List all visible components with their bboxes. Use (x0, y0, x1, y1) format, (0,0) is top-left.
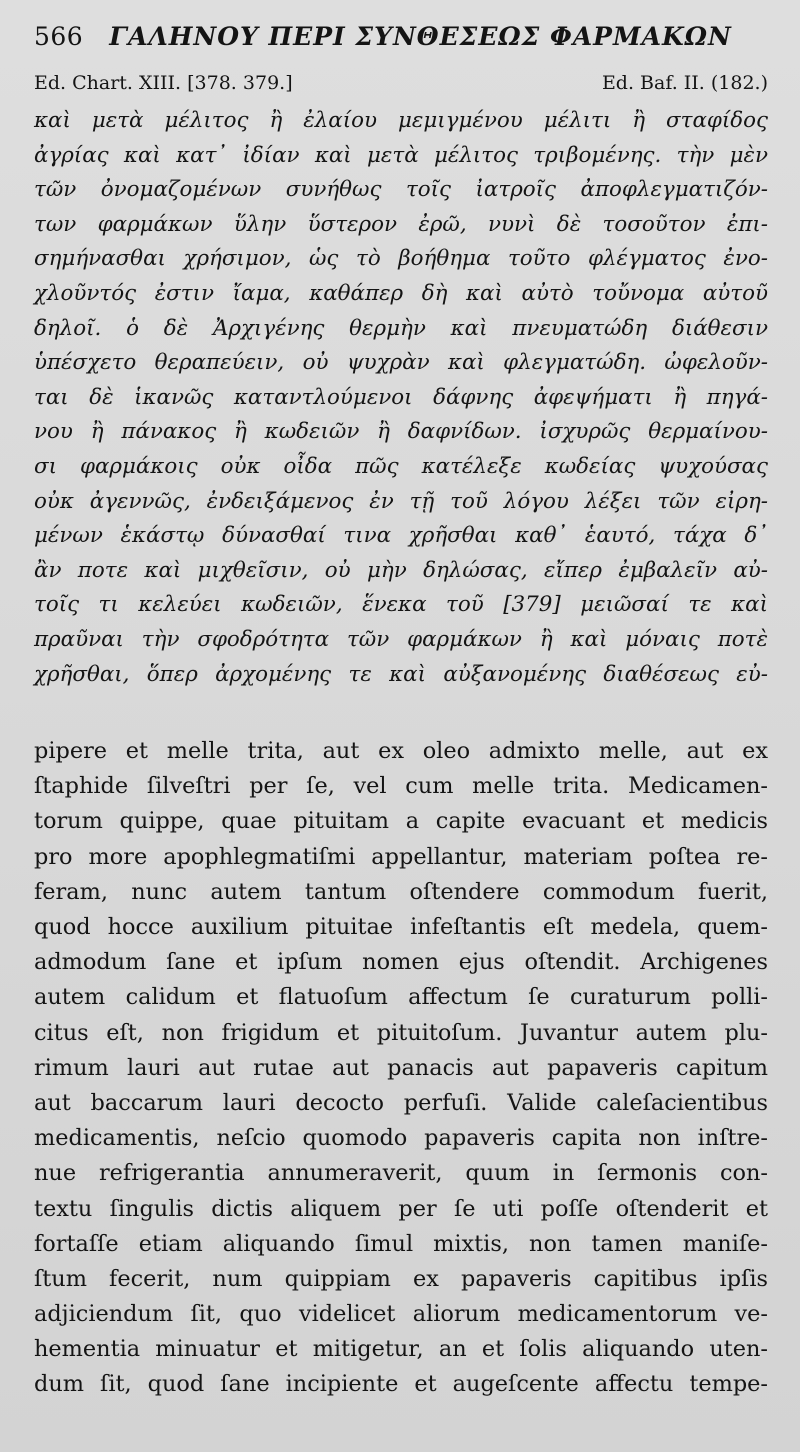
latin-line: dum ſit, quod ſane incipiente et augeſcente affectu tempe- (34, 1371, 768, 1398)
greek-line: των φαρμάκων ὕλην ὕστερον ἐρῶ, νυνὶ δὲ τοσοῦτον ἐπι- (34, 211, 768, 237)
running-head (34, 22, 768, 72)
latin-line: aut baccarum lauri decocto perfuſi. Valide caleſacientibus (34, 1089, 768, 1116)
greek-line: καὶ μετὰ μέλιτος ἢ ἐλαίου μεμιγμένου μέλιτι ἢ σταφίδος (34, 108, 768, 133)
greek-line: ὑπέσχετο θεραπεύειν, οὐ ψυχρὰν καὶ φλεγματώδη. ὠφελοῦν- (34, 350, 768, 376)
greek-line: πραῦναι τὴν σφοδρότητα τῶν φαρμάκων ἢ καὶ μόναις ποτὲ (34, 626, 768, 652)
greek-line: τοῖς τι κελεύει κωδειῶν, ἕνεκα τοῦ [379] μειῶσαί τε καὶ (34, 592, 768, 618)
latin-line: hementia minuatur et mitigetur, an et ſolis aliquando uten- (34, 1336, 768, 1363)
latin-line: quod hocce auxilium pituitae infeſtantis eſt medela, quem- (34, 914, 768, 941)
latin-line: autem calidum et flatuoſum affectum ſe curaturum polli- (34, 984, 768, 1011)
greek-text-block (34, 104, 768, 692)
edition-reference-right: Ed. Baf. II. (182.) (601, 72, 768, 94)
edition-reference-left: Ed. Chart. XIII. [378. 379.] (34, 72, 293, 94)
greek-line: δηλοῖ. ὁ δὲ Ἀρχιγένης θερμὴν καὶ πνευματώδη διάθεσιν (34, 315, 768, 341)
latin-line: citus eſt, non frigidum et pituitoſum. Juvantur autem plu- (34, 1019, 768, 1046)
latin-line: ſtum fecerit, num quippiam ex papaveris capitibus ipſis (34, 1265, 768, 1292)
greek-line: χρῆσθαι, ὅπερ ἀρχομένης τε καὶ αὐξανομένης διαθέσεως εὐ- (34, 661, 768, 687)
greek-line: ἀγρίας καὶ κατ᾽ ἰδίαν καὶ μετὰ μέλιτος τριβομένης. τὴν μὲν (34, 142, 768, 168)
latin-line: nue refrigerantia annumeraverit, quum in ſermonis con- (34, 1160, 768, 1187)
latin-line: torum quippe, quae pituitam a capite evacuant et medicis (34, 808, 768, 835)
latin-line: medicamentis, neſcio quomodo papaveris capita non inſtre- (34, 1125, 768, 1152)
latin-line: rimum lauri aut rutae aut panacis aut papaveris capitum (34, 1054, 768, 1081)
greek-line: ἂν ποτε καὶ μιχθεῖσιν, οὐ μὴν δηλώσας, εἴπερ ἐμβαλεῖν αὐ- (34, 557, 768, 583)
latin-line: admodum ſane et ipſum nomen ejus oſtendit. Archigenes (34, 949, 768, 976)
latin-line: fortaſſe etiam aliquando ſimul mixtis, non tamen maniſe- (34, 1230, 768, 1257)
greek-line: τῶν ὀνομαζομένων συνήθως τοῖς ἰατροῖς ἀποφλεγματιζόν- (34, 177, 768, 203)
edition-reference-line (34, 72, 768, 102)
greek-line: σι φαρμάκοις οὐκ οἶδα πῶς κατέλεξε κωδείας ψυχούσας (34, 453, 768, 479)
latin-line: textu ſingulis dictis aliquem per ſe uti poſſe oſtenderit et (34, 1195, 768, 1222)
greek-line: μένων ἑκάστῳ δύνασθαί τινα χρῆσθαι καθ᾽ ἑαυτό, τάχα δ᾽ (34, 523, 768, 549)
latin-text-block (34, 734, 768, 1403)
greek-line: χλοῦντός ἐστιν ἴαμα, καθάπερ δὴ καὶ αὐτὸ τοὔνομα αὐτοῦ (34, 280, 768, 306)
latin-line: ſtaphide ſilveſtri per ſe, vel cum melle trita. Medicamen- (34, 773, 768, 800)
latin-line: pipere et melle trita, aut ex oleo admixto melle, aut ex (34, 738, 768, 765)
greek-line: ται δὲ ἱκανῶς καταντλούμενοι δάφνης ἀφεψήματι ἢ πηγά- (34, 384, 768, 410)
latin-line: feram, nunc autem tantum oſtendere commodum fuerit, (34, 878, 768, 905)
running-title: ΓΑΛΗΝΟΥ ΠΕΡΙ ΣΥΝΘΕΣΕΩΣ ΦΑΡΜΑΚΩΝ (109, 22, 732, 51)
page-number: 566 (34, 22, 84, 51)
greek-line: νου ἢ πάνακος ἢ κωδειῶν ἢ δαφνίδων. ἰσχυρῶς θερμαίνου- (34, 419, 768, 445)
greek-line: σημήνασθαι χρήσιμον, ὡς τὸ βοήθημα τοῦτο φλέγματος ἐνο- (34, 246, 768, 272)
latin-line: pro more apophlegmatiſmi appellantur, materiam poſtea re- (34, 843, 768, 870)
section-separator (34, 692, 768, 734)
latin-line: adjiciendum ſit, quo videlicet aliorum medicamentorum ve- (34, 1301, 768, 1328)
greek-line: οὐκ ἀγεννῶς, ἐνδειξάμενος ἐν τῇ τοῦ λόγου λέξει τῶν εἰρη- (34, 488, 768, 514)
